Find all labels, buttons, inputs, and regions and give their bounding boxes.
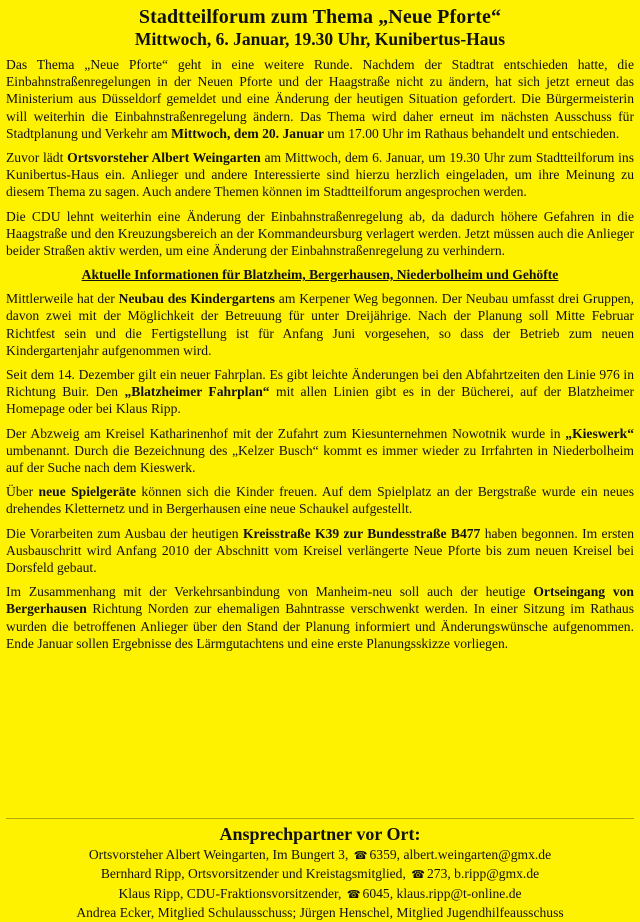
contact-phone-email: 6359, albert.weingarten@gmx.de: [369, 847, 552, 862]
text: umbenannt. Durch die Bezeichnung des „Kelzer Busch“ kommt es immer wieder zu Irrfahrten in Niederbolheim auf der Suche nach dem Kieswerk.: [6, 442, 634, 476]
contact-line-committees: Andrea Ecker, Mitglied Schulausschuss; Jürgen Henschel, Mitglied Jugendhilfeausschuss: [76, 905, 564, 921]
phone-icon: ☎: [346, 888, 361, 901]
text: Im Zusammenhang mit der Verkehrsanbindung von Manheim-neu soll auch der heutige: [6, 584, 534, 600]
contact-name: Ortsvorsteher Albert Weingarten, Im Bungert 3,: [88, 847, 349, 862]
bold-term: „Kieswerk“: [565, 425, 634, 441]
contacts-title: Ansprechpartner vor Ort:: [219, 824, 421, 844]
bold-name: Ortsvorsteher Albert Weingarten: [67, 150, 261, 166]
contact-phone-email: 6045, klaus.ripp@t-online.de: [362, 885, 522, 901]
bold-date: Mittwoch, dem 20. Januar: [171, 125, 325, 141]
paragraph-timetable: [6, 366, 634, 418]
text: haben begonnen. Im ersten Ausbauschritt wird Anfang 2010 der Abschnitt vom Kreisel verlängerte Neue Pforte bis zum neuen Kreisel bei Dorsfeld gebaut.: [6, 525, 634, 576]
contact-phone-email: 273, b.ripp@gmx.de: [426, 866, 540, 882]
text: Mittlerweile hat der: [6, 291, 119, 307]
text: am Mittwoch, dem 6. Januar, um 19.30 Uhr zum Stadtteilforum ins Kunibertus-Haus ein. Anlieger und andere Interessierte sind hierzu herzlich eingeladen, um ihre Meinung zu diesem Thema zu sagen. Auch andere Themen können im Stadtteilforum angesprochen werden.: [6, 150, 635, 200]
text: Seit dem 14. Dezember gilt ein neuer Fahrplan. Es gibt leichte Änderungen bei den Abfahrtzeiten den Linie 976 in Richtung Buir. Den: [6, 367, 634, 400]
contact-line: [0, 885, 640, 904]
bold-term: Ortseingang von Bergerhausen: [6, 584, 634, 617]
paragraph-kindergarten: [6, 290, 634, 359]
contact-line: [0, 846, 640, 865]
page-title: Stadtteilforum zum Thema „Neue Pforte“: [138, 6, 502, 28]
contact-line: [0, 865, 640, 884]
paragraph-playground: [6, 483, 634, 517]
event-subtitle: Mittwoch, 6. Januar, 19.30 Uhr, Kunibertus-Haus: [134, 29, 506, 49]
section-heading: Aktuelle Informationen für Blatzheim, Bergerhausen, Niederbolheim und Gehöfte: [81, 267, 559, 283]
text: Zuvor lädt: [6, 150, 68, 166]
paragraph-kieswerk: [6, 425, 634, 477]
phone-icon: ☎: [353, 850, 368, 862]
text: Richtung Norden zur ehemaligen Bahntrasse verschwenkt werden. In einer Sitzung im Rathaus wurden die betroffenen Anlieger über den Stand der Planung informiert und Änderungswünsche aufgenommen. Ende Januar sollen Ergebnisse des Lärmgutachtens und eine erste Planungsskizze vorliegen.: [6, 601, 634, 651]
contacts-block: [0, 823, 640, 922]
contact-name: Bernhard Ripp, Ortsvorsitzender und Kreistagsmitglied,: [100, 866, 406, 882]
phone-icon: ☎: [411, 869, 425, 882]
bold-term: neue Spielgeräte: [38, 484, 137, 500]
bold-term: Kreisstraße K39 zur Bundesstraße B477: [242, 525, 481, 541]
text: Die Vorarbeiten zum Ausbau der heutigen: [6, 525, 243, 541]
bold-term: Neubau des Kindergartens: [118, 291, 275, 307]
text: um 17.00 Uhr im Rathaus behandelt und entschieden.: [324, 125, 620, 141]
divider: [6, 818, 634, 819]
paragraph-road-k39: [6, 525, 634, 577]
contact-name: Klaus Ripp, CDU-Fraktionsvorsitzender,: [118, 885, 342, 901]
paragraph-cdu-position: [6, 208, 634, 260]
paragraph-bergerhausen: [6, 583, 634, 652]
paragraph-intro: [6, 56, 634, 142]
text: mit allen Linien gibt es in der Bücherei, auf der Blatzheimer Homepage oder bei Klaus Ripp.: [6, 384, 635, 417]
text: Der Abzweig am Kreisel Katharinenhof mit der Zufahrt zum Kiesunternehmen Nowotnik wurde in: [6, 425, 566, 441]
text: Die CDU lehnt weiterhin eine Änderung der Einbahnstraßenregelung ab, da dadurch höhere Gefahren in die Haagstraße und den Kreuzungsbereich an der Kommandeursburg verlagert werden. Jetzt müssen auch die Anlieger beider Straßen aktiv werden, um eine Änderung der Einbahnstraßenregelung zu verhindern.: [6, 208, 634, 259]
text: können sich die Kinder freuen. Auf dem Spielplatz an der Bergstraße wurde ein neues drehendes Kletternetz und in Bergerhausen eine neue Schaukel aufgestellt.: [6, 484, 634, 517]
paragraph-invitation: [6, 149, 634, 201]
text: Das Thema „Neue Pforte“ geht in eine weitere Runde. Nachdem der Stadtrat entschieden hatte, die Einbahnstraßenregelungen in der Neuen Pforte und der Haagstraße nicht zu ändern, hat sich jetzt erneut das Ministerium aus Düsseldorf gemeldet und eine Änderung der heutigen Situation gefordert. Die Bürgermeisterin will weiterhin die Einbahnstraßenregelung ändern. Das Thema wird daher erneut im nächsten Ausschuss für Stadtplanung und Verkehr am: [6, 57, 634, 141]
bold-term: „Blatzheimer Fahrplan“: [124, 384, 270, 400]
text: am Kerpener Weg begonnen. Der Neubau umfasst drei Gruppen, davon zwei mit der Möglichkeit der Betreuung für unter Dreijährige. Nach der Planung soll Mitte Februar Richtfest sein und die Fertigstellung ist für Anfang Juni vorgesehen, so dass der Betrieb zum neuen Kindergartenjahr aufgenommen wird.: [6, 291, 634, 358]
text: Über: [6, 484, 39, 500]
